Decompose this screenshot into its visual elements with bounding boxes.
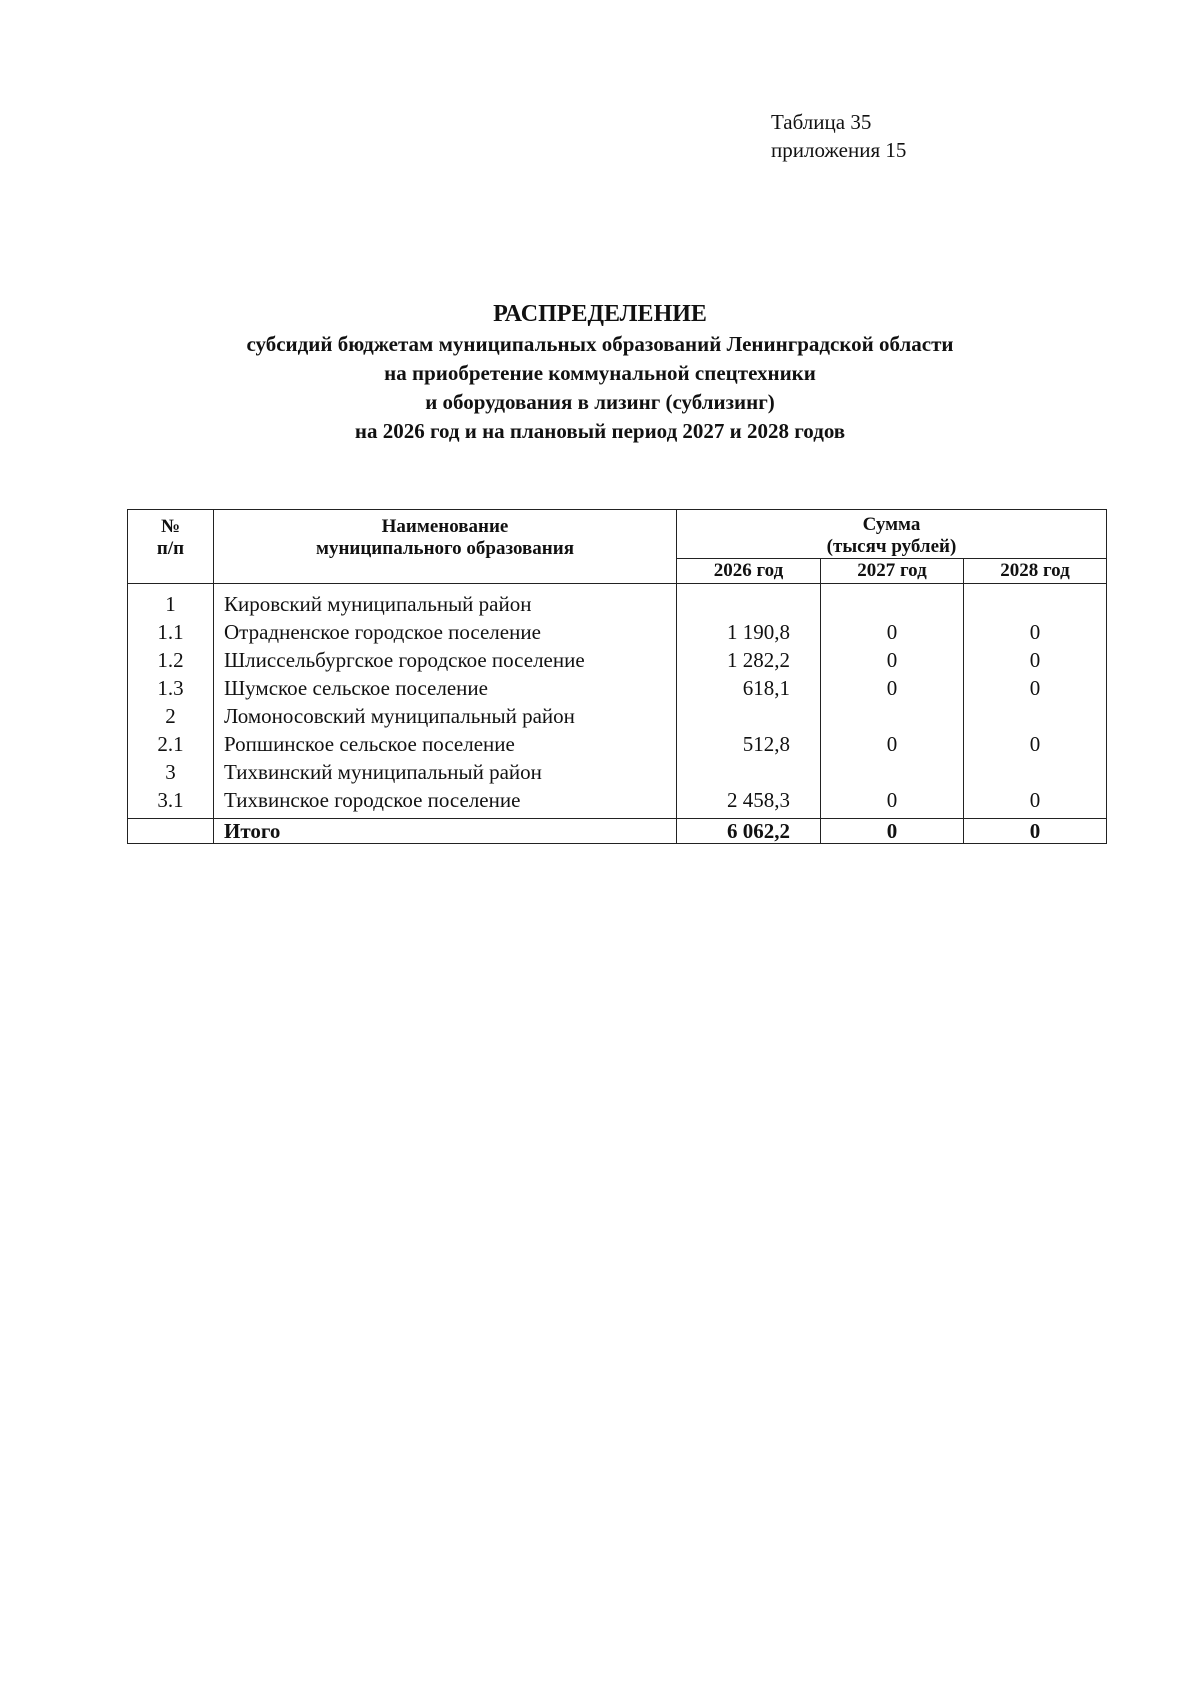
table-body-row [128,584,1107,819]
total-2028: 0 [964,819,1107,844]
document-title [100,298,1100,446]
value-2027: 0 [886,788,898,812]
row-number: 2 [165,704,176,728]
value-2027 [821,702,963,730]
value-2027: 0 [886,620,898,644]
header-year-2026: 2026 год [677,559,821,584]
total-label: Итого [214,819,677,844]
table-number: Таблица 35 [771,110,872,134]
header-number [128,510,214,584]
value-2028: 0 [1029,620,1041,644]
column-name [214,584,677,819]
value-2026: 512,8 [742,732,790,756]
row-number: 1.3 [157,676,184,700]
row-name: Тихвинский муниципальный район [224,760,542,784]
value-2026 [677,758,790,786]
row-number: 1.2 [157,648,184,672]
value-2027 [821,758,963,786]
row-name: Отрадненское городское поселение [224,620,541,644]
header-year-2028: 2028 год [964,559,1107,584]
row-number: 2.1 [157,732,184,756]
header-year-2027: 2027 год [821,559,964,584]
total-row [128,819,1107,844]
column-2028 [964,584,1107,819]
value-2027: 0 [886,676,898,700]
header-sum-line-1: Сумма [862,514,921,535]
table-header-row [128,510,1107,559]
value-2028: 0 [1029,648,1041,672]
value-2026: 1 190,8 [727,620,790,644]
header-sum [677,510,1107,559]
value-2026: 2 458,3 [727,788,790,812]
value-2027 [821,590,963,618]
value-2026: 618,1 [742,676,790,700]
value-2028: 0 [1029,788,1041,812]
value-2028: 0 [1029,732,1041,756]
row-number: 1.1 [157,620,184,644]
header-name-line-1: Наименование [381,516,509,537]
value-2028: 0 [1029,676,1041,700]
header-name-line-2: муниципального образования [316,538,574,559]
row-name: Тихвинское городское поселение [224,788,521,812]
row-name: Шумское сельское поселение [224,676,488,700]
total-2026: 6 062,2 [677,819,821,844]
value-2026 [677,702,790,730]
value-2028 [964,590,1106,618]
column-number [128,584,214,819]
header-number-symbol: № [160,516,181,537]
subsidy-table [127,509,1107,844]
column-2027 [821,584,964,819]
row-name: Ропшинское сельское поселение [224,732,515,756]
value-2026: 1 282,2 [727,648,790,672]
row-name: Шлиссельбургское городское поселение [224,648,585,672]
value-2026 [677,590,790,618]
value-2028 [964,758,1106,786]
title-line-4: на 2026 год и на плановый период 2027 и 2028 годов [354,419,846,443]
table-reference [771,108,906,164]
title-line-2: на приобретение коммунальной спецтехники [384,361,816,385]
row-name: Кировский муниципальный район [224,592,532,616]
value-2028 [964,702,1106,730]
row-number: 3 [165,760,176,784]
header-number-abbr: п/п [156,538,185,559]
appendix-number: приложения 15 [771,138,907,162]
row-name: Ломоносовский муниципальный район [224,704,575,728]
total-number-cell [128,819,214,844]
row-number: 1 [165,592,176,616]
column-2026 [677,584,821,819]
title-line-1: субсидий бюджетам муниципальных образований Ленинградской области [246,332,954,356]
title-line-3: и оборудования в лизинг (сублизинг) [425,390,775,414]
total-2027: 0 [821,819,964,844]
header-sum-units: (тысяч рублей) [826,536,957,557]
value-2027: 0 [886,648,898,672]
value-2027: 0 [886,732,898,756]
title-heading: РАСПРЕДЕЛЕНИЕ [493,301,707,327]
header-name [214,510,677,584]
row-number: 3.1 [157,788,184,812]
